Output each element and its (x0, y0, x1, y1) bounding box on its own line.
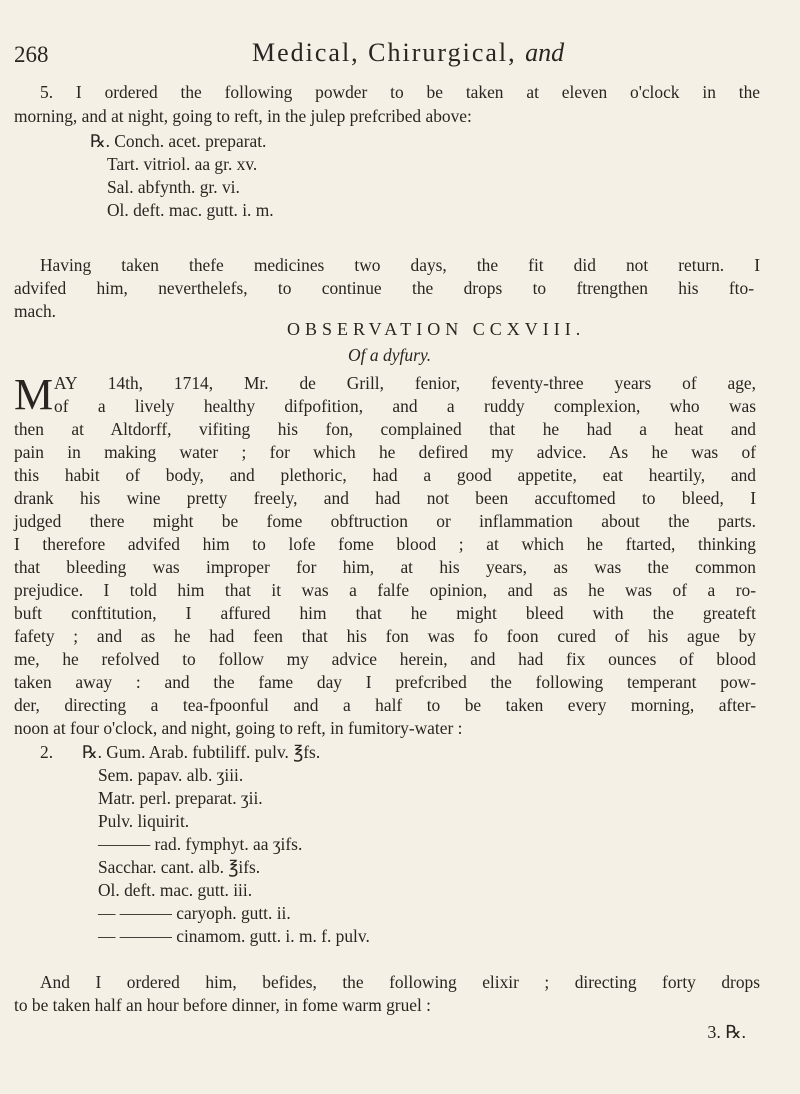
recipe-line: Ol. deft. mac. gutt. iii. (98, 880, 253, 900)
recipe-line: — ——— cinamom. gutt. i. m. f. pulv. (98, 926, 370, 946)
drop-cap: M (14, 370, 54, 419)
text-line (14, 695, 756, 716)
recipe-line: ℞. Conch. acet. preparat. (90, 131, 267, 151)
para1-line-1: 5. I ordered the following powder to be taken at eleven o'clock in the (40, 82, 760, 102)
running-title-text: Medical, Chirurgical, (252, 38, 517, 67)
text-line (40, 255, 760, 276)
para3-line: taken away : and the fame day I prefcribed the following temperant pow- (14, 672, 756, 692)
para3-line: AY 14th, 1714, Mr. de Grill, fenior, feventy-three years of age, (54, 373, 756, 393)
para2-line-2: advifed him, neverthelefs, to continue the drops to ftrengthen his fto- (14, 278, 754, 298)
text-line (14, 442, 756, 463)
text-line (14, 672, 756, 693)
recipe-line: — ——— caryoph. gutt. ii. (98, 903, 291, 923)
text-line (54, 396, 756, 417)
text-line (14, 534, 756, 555)
running-title-and: and (525, 38, 565, 67)
text-line (14, 301, 56, 322)
para3-line: I therefore advifed him to lofe fome blood ; at which he ftarted, thinking (14, 534, 756, 554)
para3-line: that bleeding was improper for him, at his years, as was the common (14, 557, 756, 577)
para3-line: fafety ; and as he had feen that his fon was fo foon cured of his ague by (14, 626, 756, 646)
text-line (14, 718, 462, 739)
text-line (40, 972, 760, 993)
para3-line: me, he refolved to follow my advice herein, and had fix ounces of blood (14, 649, 756, 669)
para3-line: noon at four o'clock, and night, going to reft, in fumitory-water : (14, 718, 463, 738)
page-number: 268 (14, 42, 49, 67)
recipe-number: 2. (40, 742, 54, 762)
recipe-line: Matr. perl. preparat. ʒii. (98, 788, 263, 808)
text-line (14, 580, 756, 601)
recipe-line: ℞. Gum. Arab. fubtiliff. pulv. ℥fs. (82, 742, 321, 762)
text-line (14, 106, 472, 127)
text-line (14, 419, 756, 440)
running-title (252, 38, 564, 68)
page-header (0, 38, 800, 72)
text-line (14, 278, 754, 299)
text-line (14, 488, 756, 509)
text-line (14, 511, 756, 532)
text-line (54, 373, 756, 394)
observation-title: OBSERVATION CCXVIII. (287, 319, 586, 339)
para3-line: drank his wine pretty freely, and had not been accuftomed to bleed, I (14, 488, 756, 508)
recipe-line: Ol. deft. mac. gutt. i. m. (107, 200, 274, 220)
observation-subtitle: Of a dyfury. (348, 345, 432, 365)
recipe-line: Sacchar. cant. alb. ℥ifs. (98, 857, 261, 877)
para3-line: der, directing a tea-fpoonful and a half to be taken every morning, after- (14, 695, 756, 715)
para2-line-1: Having taken thefe medicines two days, the fit did not return. I (40, 255, 760, 275)
catchword: 3. ℞. (707, 1022, 746, 1042)
para2-line-3: mach. (14, 301, 57, 321)
recipe-line: ——— rad. fymphyt. aa ʒifs. (98, 834, 303, 854)
recipe-line: Sal. abfynth. gr. vi. (107, 177, 240, 197)
text-line (14, 603, 756, 624)
para3-line: then at Altdorff, vifiting his fon, complained that he had a heat and (14, 419, 756, 439)
para3-line: buft conftitution, I affured him that he might bleed with the greateft (14, 603, 756, 623)
text-line (14, 557, 756, 578)
recipe-line: Pulv. liquirit. (98, 811, 190, 831)
para3-line: judged there might be fome obftruction or inflammation about the parts. (14, 511, 756, 531)
para3-line: of a lively healthy difpofition, and a ruddy complexion, who was (54, 396, 756, 416)
para4-line-2: to be taken half an hour before dinner, in fome warm gruel : (14, 995, 432, 1015)
recipe-line: Tart. vitriol. aa gr. xv. (107, 154, 258, 174)
text-line (14, 465, 756, 486)
para3-line: this habit of body, and plethoric, had a good appetite, eat heartily, and (14, 465, 756, 485)
recipe-line: Sem. papav. alb. ʒiii. (98, 765, 244, 785)
text-line (14, 649, 756, 670)
para4-line-1: And I ordered him, befides, the following elixir ; directing forty drops (40, 972, 760, 992)
para3-line: prejudice. I told him that it was a falfe opinion, and as he was of a ro- (14, 580, 756, 600)
text-line (40, 82, 760, 103)
text-line (14, 626, 756, 647)
para3-line: pain in making water ; for which he defired my advice. As he was of (14, 442, 756, 462)
text-line (14, 995, 431, 1016)
para1-line-2: morning, and at night, going to reft, in the julep prefcribed above: (14, 106, 472, 126)
